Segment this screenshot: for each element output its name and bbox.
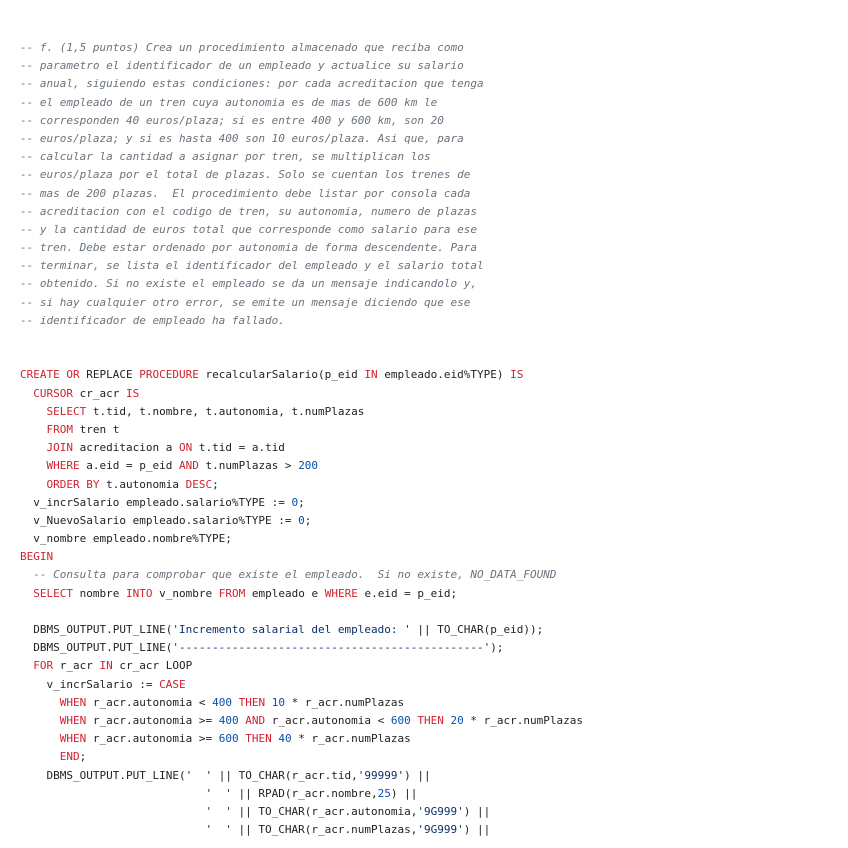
code-token-keyword: FROM — [218, 586, 246, 600]
code-token-comment: -- euros/plaza; y si es hasta 400 son 10 euros/plaza. Asi que, para — [20, 131, 464, 145]
code-token-plain: || TO_CHAR(r_acr.numPlazas, — [231, 823, 418, 837]
code-token-plain: empleado.eid%TYPE) — [377, 368, 511, 382]
code-token-plain: v_nombre — [152, 586, 219, 600]
code-token-plain: cr_acr LOOP — [112, 659, 193, 673]
code-token-plain — [20, 696, 60, 709]
code-token-comment: -- acreditacion con el codigo de tren, su autonomia, numero de plazas — [20, 204, 477, 218]
code-line — [20, 712, 848, 730]
code-token-number: 20 — [450, 713, 464, 727]
code-token-keyword: AND — [245, 713, 266, 727]
code-token-number: 10 — [271, 695, 285, 709]
code-token-keyword: IS — [510, 368, 524, 382]
code-line — [20, 239, 848, 257]
code-token-string: '9G999' — [417, 823, 464, 837]
code-line — [20, 94, 848, 112]
code-token-plain — [20, 387, 33, 400]
code-token-comment: -- Consulta para comprobar que existe el empleado. Si no existe, NO_DATA_FOUND — [33, 568, 557, 582]
code-token-comment: -- parametro el identificador de un empleado y actualice su salario — [20, 59, 464, 73]
code-token-plain: r_acr.autonomia < — [265, 713, 391, 727]
code-token-keyword: ORDER BY — [46, 477, 100, 491]
code-token-plain: * r_acr.numPlazas — [463, 713, 584, 727]
code-token-keyword: THEN — [245, 732, 272, 746]
code-token-plain — [20, 823, 205, 836]
code-token-keyword: WHEN — [59, 713, 87, 727]
code-token-keyword: WHEN — [59, 732, 87, 746]
code-token-string: '----------------------------------------------' — [172, 641, 491, 655]
code-token-keyword: WHERE — [46, 459, 80, 473]
code-line — [20, 185, 848, 203]
code-token-keyword: WHEN — [59, 695, 87, 709]
code-token-keyword: OR — [66, 368, 80, 382]
code-token-keyword: FROM — [46, 422, 73, 436]
code-line — [20, 530, 848, 548]
code-line — [20, 494, 848, 512]
code-token-plain — [265, 696, 272, 709]
code-token-keyword: WHERE — [324, 586, 358, 600]
code-token-plain: ) || — [404, 768, 431, 782]
code-token-number: 400 — [218, 713, 239, 727]
code-token-keyword: SELECT — [33, 586, 73, 600]
code-token-plain — [20, 750, 60, 763]
code-token-plain: acreditacion a — [73, 441, 179, 455]
code-token-plain — [20, 405, 47, 418]
code-token-comment: -- obtenido. Si no existe el empleado se da un mensaje indicandolo y, — [20, 277, 477, 291]
code-token-number: 400 — [212, 695, 232, 709]
code-line — [20, 166, 848, 184]
code-token-comment: -- el empleado de un tren cuya autonomia es de mas de 600 km le — [20, 95, 438, 109]
code-token-number: 200 — [298, 459, 319, 473]
code-line — [20, 312, 848, 330]
code-token-plain — [20, 787, 205, 800]
code-token-keyword: INTO — [125, 586, 153, 600]
code-token-keyword: IN — [364, 368, 378, 382]
code-line — [20, 421, 848, 439]
code-token-plain: t.tid, t.nombre, t.autonomia, t.numPlazas — [86, 404, 365, 418]
code-line — [20, 694, 848, 712]
code-line — [20, 403, 848, 421]
code-token-plain: ) || — [463, 804, 491, 818]
code-token-string: ' ' — [205, 823, 232, 837]
code-token-plain: r_acr — [53, 659, 100, 673]
code-line — [20, 748, 848, 766]
code-token-plain: v_incrSalario := — [20, 677, 160, 691]
code-token-plain: ) || — [390, 786, 418, 800]
code-token-keyword: CREATE — [20, 368, 60, 382]
code-token-plain: r_acr.autonomia < — [86, 695, 213, 709]
code-token-keyword: PROCEDURE — [139, 368, 199, 382]
code-token-plain: empleado e — [245, 586, 325, 600]
code-token-number: 0 — [291, 495, 299, 509]
code-line — [20, 385, 848, 403]
code-line — [20, 676, 848, 694]
code-token-plain: * r_acr.numPlazas — [291, 732, 411, 746]
code-token-keyword: IN — [99, 659, 113, 673]
code-token-plain: tren t — [73, 422, 120, 436]
code-token-plain: ; — [298, 495, 305, 509]
code-token-number: 600 — [218, 732, 239, 746]
code-line — [20, 330, 848, 348]
code-token-keyword: THEN — [238, 695, 266, 709]
code-line — [20, 257, 848, 275]
code-token-keyword: THEN — [417, 713, 444, 727]
code-token-comment: -- anual, siguiendo estas condiciones: por cada acreditacion que tenga — [20, 77, 484, 91]
code-token-keyword: END — [59, 750, 80, 764]
code-token-keyword: ON — [178, 441, 193, 455]
code-line — [20, 75, 848, 93]
code-token-comment: -- mas de 200 plazas. El procedimiento debe listar por consola cada — [20, 186, 471, 200]
code-token-plain — [232, 696, 239, 709]
code-line — [20, 148, 848, 166]
code-token-number: 40 — [278, 732, 292, 746]
code-token-plain: DBMS_OUTPUT.PUT_LINE( — [20, 623, 173, 636]
code-token-keyword: CURSOR — [33, 386, 73, 400]
code-line — [20, 39, 848, 57]
code-token-comment: -- calcular la cantidad a asignar por tren, se multiplican los — [20, 150, 431, 164]
code-token-plain — [20, 459, 47, 472]
code-token-string: ' ' — [205, 804, 232, 818]
code-token-keyword: DESC — [185, 477, 213, 491]
code-token-plain — [20, 587, 33, 600]
code-token-keyword: JOIN — [46, 441, 73, 455]
code-line — [20, 803, 848, 821]
code-token-plain: nombre — [73, 586, 126, 600]
code-line — [20, 457, 848, 475]
code-token-comment: -- y la cantidad de euros total que corresponde como salario para ese — [20, 222, 477, 236]
code-line — [20, 621, 848, 639]
code-line — [20, 639, 848, 657]
code-line — [20, 566, 848, 584]
code-token-plain — [20, 478, 47, 491]
code-line — [20, 821, 848, 839]
code-token-keyword: IS — [125, 386, 140, 400]
code-token-plain: t.autonomia — [99, 477, 186, 491]
code-token-keyword: AND — [178, 459, 199, 473]
code-token-plain: ; — [304, 513, 312, 527]
code-line — [20, 275, 848, 293]
code-token-keyword: CASE — [159, 677, 186, 691]
code-token-number: 0 — [298, 513, 305, 527]
code-token-plain: v_nombre empleado.nombre%TYPE; — [20, 532, 232, 546]
code-token-comment: -- corresponden 40 euros/plaza; si es entre 400 y 600 km, son 20 — [20, 113, 444, 127]
code-token-string: ' ' — [185, 768, 213, 782]
code-token-plain — [444, 714, 451, 727]
code-token-plain — [20, 659, 33, 672]
code-line — [20, 476, 848, 494]
code-token-plain: t.numPlazas > — [198, 459, 299, 473]
code-token-plain — [20, 805, 205, 818]
code-line — [20, 548, 848, 566]
code-token-plain: a.eid = p_eid — [79, 459, 179, 473]
code-token-plain — [20, 441, 47, 454]
code-token-plain: || TO_CHAR(r_acr.autonomia, — [231, 804, 418, 818]
code-token-comment: -- f. (1,5 puntos) Crea un procedimiento almacenado que reciba como — [20, 41, 464, 54]
code-line — [20, 221, 848, 239]
code-line — [20, 203, 848, 221]
code-token-plain: v_NuevoSalario empleado.salario%TYPE := — [20, 513, 299, 527]
code-token-plain: r_acr.autonomia >= — [86, 713, 219, 727]
code-token-string: '99999' — [357, 768, 405, 782]
code-token-plain — [20, 714, 60, 727]
code-line — [20, 439, 848, 457]
code-line — [20, 294, 848, 312]
code-token-plain: ; — [212, 477, 219, 491]
code-line — [20, 130, 848, 148]
code-line — [20, 112, 848, 130]
code-token-plain — [20, 423, 47, 436]
code-token-keyword: SELECT — [46, 404, 87, 418]
code-token-plain: || TO_CHAR(r_acr.tid, — [212, 768, 358, 782]
code-token-plain: t.tid = a.tid — [192, 441, 285, 455]
code-token-string: ' ' — [205, 786, 232, 800]
code-token-number: 25 — [377, 786, 391, 800]
code-token-string: 'Incremento salarial del empleado: ' — [172, 623, 411, 636]
code-token-comment: -- tren. Debe estar ordenado por autonomia de forma descendente. Para — [20, 241, 477, 255]
code-line — [20, 603, 848, 621]
code-token-plain: ); — [490, 641, 504, 655]
code-line — [20, 512, 848, 530]
code-token-plain: || TO_CHAR(p_eid)); — [410, 623, 544, 636]
code-token-string: '9G999' — [417, 804, 464, 818]
code-line — [20, 657, 848, 675]
code-token-plain: cr_acr — [73, 386, 126, 400]
code-token-plain: * r_acr.numPlazas — [284, 695, 405, 709]
code-token-plain — [20, 732, 60, 745]
code-line — [20, 767, 848, 785]
code-token-plain — [20, 568, 33, 581]
code-token-keyword: BEGIN — [20, 550, 54, 564]
code-line — [20, 366, 848, 384]
code-token-plain: ) || — [463, 823, 491, 837]
code-token-plain: r_acr.autonomia >= — [86, 732, 219, 746]
code-token-comment: -- identificador de empleado ha fallado. — [20, 313, 285, 327]
code-token-comment: -- euros/plaza por el total de plazas. Solo se cuentan los trenes de — [20, 168, 471, 182]
code-token-plain: DBMS_OUTPUT.PUT_LINE( — [20, 641, 173, 655]
code-token-number: 600 — [390, 713, 411, 727]
code-token-keyword: FOR — [33, 659, 54, 673]
code-token-comment: -- si hay cualquier otro error, se emite un mensaje diciendo que ese — [20, 295, 471, 309]
code-token-comment: -- terminar, se lista el identificador del empleado y el salario total — [20, 259, 484, 273]
code-line — [20, 348, 848, 366]
code-token-plain: ; — [79, 750, 87, 764]
code-token-plain: DBMS_OUTPUT.PUT_LINE( — [20, 768, 186, 782]
code-token-plain: REPLACE — [79, 368, 140, 382]
code-line — [20, 585, 848, 603]
code-line — [20, 57, 848, 75]
code-line — [20, 730, 848, 748]
code-token-plain: v_incrSalario empleado.salario%TYPE := — [20, 495, 292, 509]
code-line — [20, 785, 848, 803]
code-token-plain: recalcularSalario(p_eid — [198, 368, 365, 382]
code-token-plain: || RPAD(r_acr.nombre, — [231, 786, 378, 800]
code-token-plain: e.eid = p_eid; — [357, 586, 458, 600]
